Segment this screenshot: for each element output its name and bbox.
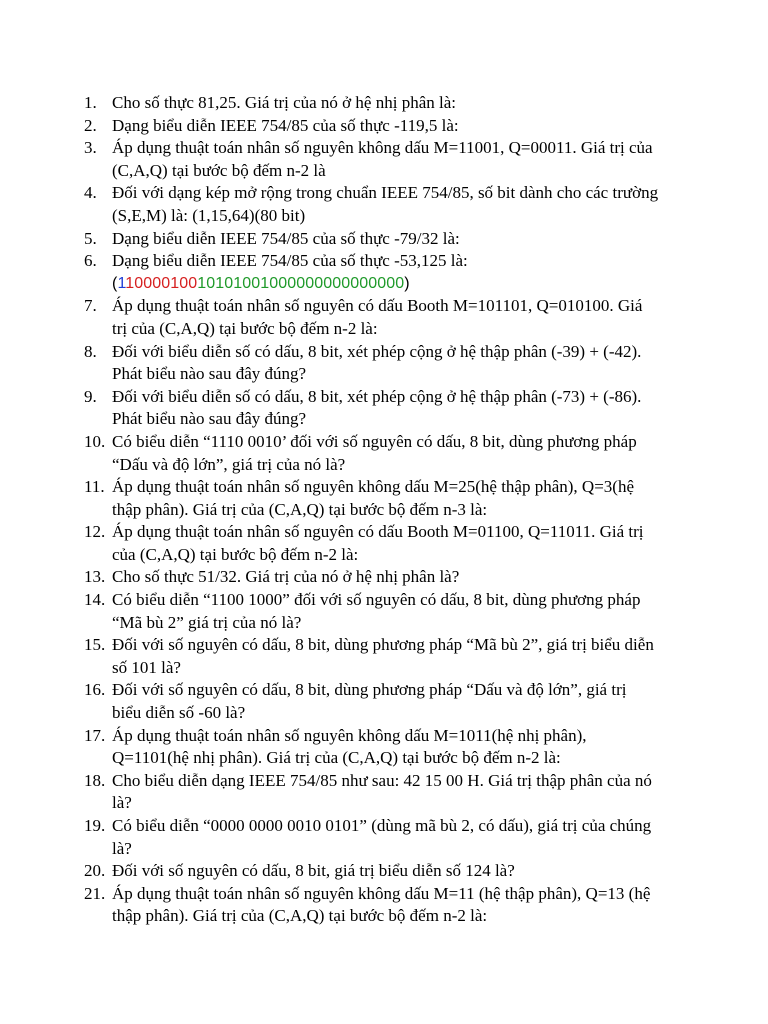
question-text xyxy=(112,295,694,340)
question-number: 1. xyxy=(84,93,97,112)
question-item xyxy=(84,815,694,860)
question-line: Phát biểu nào sau đây đúng? xyxy=(112,364,307,384)
question-line: Cho biểu diễn dạng IEEE 754/85 như sau: 42 15 00 H. Giá trị thập phân của nó xyxy=(112,770,652,790)
ieee-encoding xyxy=(112,273,694,296)
question-number: 20. xyxy=(84,861,106,881)
question-line: Cho số thực 81,25. Giá trị của nó ở hệ nhị phân là: xyxy=(112,93,456,112)
question-item xyxy=(84,341,694,386)
question-item xyxy=(84,228,694,251)
question-item xyxy=(84,634,694,679)
question-item xyxy=(84,431,694,476)
question-item xyxy=(84,295,694,340)
question-text xyxy=(112,770,694,815)
question-text xyxy=(112,566,694,589)
question-line: “Dấu và độ lớn”, giá trị của nó là? xyxy=(112,454,346,474)
question-line: Phát biểu nào sau đây đúng? xyxy=(112,409,307,429)
question-line: Đối với số nguyên có dấu, 8 bit, dùng phương pháp “Dấu và độ lớn”, giá trị xyxy=(112,680,627,700)
question-line: Áp dụng thuật toán nhân số nguyên không dấu M=11 (hệ thập phân), Q=13 (hệ xyxy=(112,883,651,903)
question-number: 13. xyxy=(84,567,106,587)
question-number: 9. xyxy=(84,386,97,406)
question-number: 12. xyxy=(84,522,106,542)
question-text xyxy=(112,815,694,860)
question-item xyxy=(84,115,694,138)
question-text xyxy=(112,725,694,770)
question-number: 6. xyxy=(84,251,97,271)
question-number: 18. xyxy=(84,770,106,790)
question-line: Đối với biểu diễn số có dấu, 8 bit, xét phép cộng ở hệ thập phân (-73) + (-86). xyxy=(112,386,642,406)
question-number: 8. xyxy=(84,341,97,361)
question-number: 2. xyxy=(84,115,97,135)
question-item xyxy=(84,386,694,431)
question-line: (S,E,M) là: (1,15,64)(80 bit) xyxy=(112,205,306,225)
question-line: Có biểu diễn “1100 1000” đối với số nguyên có dấu, 8 bit, dùng phương pháp xyxy=(112,590,641,610)
question-number: 14. xyxy=(84,590,106,610)
question-text xyxy=(112,860,694,883)
question-line: Áp dụng thuật toán nhân số nguyên có dấu Booth M=101101, Q=010100. Giá xyxy=(112,296,643,316)
question-line: là? xyxy=(112,838,132,858)
question-line: Đối với số nguyên có dấu, 8 bit, giá trị biểu diễn số 124 là? xyxy=(112,861,515,881)
question-line: Đối với số nguyên có dấu, 8 bit, dùng phương pháp “Mã bù 2”, giá trị biểu diễn xyxy=(112,635,654,655)
question-line: “Mã bù 2” giá trị của nó là? xyxy=(112,612,302,632)
question-item xyxy=(84,679,694,724)
question-item xyxy=(84,476,694,521)
question-item xyxy=(84,137,694,182)
question-item xyxy=(84,883,694,928)
sign-bit: 1 xyxy=(117,274,126,292)
question-item xyxy=(84,92,694,115)
question-number: 19. xyxy=(84,816,106,835)
question-text xyxy=(112,386,694,431)
question-text xyxy=(112,476,694,521)
question-item xyxy=(84,250,694,295)
question-item xyxy=(84,725,694,770)
question-number: 11. xyxy=(84,477,105,497)
question-text xyxy=(112,137,694,182)
question-line: Có biểu diễn “1110 0010’ đối với số nguyên có dấu, 8 bit, dùng phương pháp xyxy=(112,431,637,451)
mantissa-bits: 10101001000000000000000 xyxy=(197,274,405,292)
question-text xyxy=(112,679,694,724)
exponent-bits: 10000100 xyxy=(125,274,198,292)
question-text xyxy=(112,228,694,251)
question-number: 5. xyxy=(84,228,97,248)
question-text xyxy=(112,521,694,566)
paren-open: ( xyxy=(112,274,118,292)
question-text xyxy=(112,589,694,634)
question-line: thập phân). Giá trị của (C,A,Q) tại bước bộ đếm n-3 là: xyxy=(112,499,488,519)
question-text xyxy=(112,341,694,386)
question-item xyxy=(84,566,694,589)
question-line: Đối với dạng kép mở rộng trong chuẩn IEEE 754/85, số bit dành cho các trường xyxy=(112,183,659,203)
question-text xyxy=(112,92,694,115)
question-line: Đối với biểu diễn số có dấu, 8 bit, xét phép cộng ở hệ thập phân (-39) + (-42). xyxy=(112,341,642,361)
question-line: Cho số thực 51/32. Giá trị của nó ở hệ nhị phân là? xyxy=(112,567,460,587)
question-item xyxy=(84,521,694,566)
question-line: Áp dụng thuật toán nhân số nguyên không dấu M=1011(hệ nhị phân), xyxy=(112,725,587,745)
question-number: 21. xyxy=(84,883,106,903)
question-line: của (C,A,Q) tại bước bộ đếm n-2 là: xyxy=(112,544,359,564)
question-line: Có biểu diễn “0000 0000 0010 0101” (dùng mã bù 2, có dấu), giá trị của chúng xyxy=(112,816,652,835)
question-list xyxy=(84,92,694,928)
question-item xyxy=(84,182,694,227)
question-line: Áp dụng thuật toán nhân số nguyên không dấu M=25(hệ thập phân), Q=3(hệ xyxy=(112,477,634,497)
question-line: Dạng biểu diễn IEEE 754/85 của số thực -53,125 là: xyxy=(112,251,468,271)
question-text xyxy=(112,250,694,295)
question-item xyxy=(84,770,694,815)
question-line: Dạng biểu diễn IEEE 754/85 của số thực -79/32 là: xyxy=(112,228,460,248)
question-text xyxy=(112,182,694,227)
question-line: là? xyxy=(112,793,132,813)
question-line: trị của (C,A,Q) tại bước bộ đếm n-2 là: xyxy=(112,318,378,338)
question-number: 10. xyxy=(84,431,106,451)
question-line: thập phân). Giá trị của (C,A,Q) tại bước bộ đếm n-2 là: xyxy=(112,906,488,926)
question-line: số 101 là? xyxy=(112,657,181,677)
paren-close: ) xyxy=(404,274,410,292)
question-number: 4. xyxy=(84,183,97,203)
question-item xyxy=(84,589,694,634)
question-line: biểu diễn số -60 là? xyxy=(112,703,246,723)
question-text xyxy=(112,634,694,679)
question-number: 15. xyxy=(84,635,106,655)
question-line: (C,A,Q) tại bước bộ đếm n-2 là xyxy=(112,160,326,180)
question-line: Dạng biểu diễn IEEE 754/85 của số thực -119,5 là: xyxy=(112,115,459,135)
question-text xyxy=(112,883,694,928)
question-number: 17. xyxy=(84,725,106,745)
question-line: Q=1101(hệ nhị phân). Giá trị của (C,A,Q) tại bước bộ đếm n-2 là: xyxy=(112,748,561,768)
question-item xyxy=(84,860,694,883)
question-number: 16. xyxy=(84,680,106,700)
question-number: 3. xyxy=(84,138,97,158)
question-line: Áp dụng thuật toán nhân số nguyên không dấu M=11001, Q=00011. Giá trị của xyxy=(112,138,653,158)
question-text xyxy=(112,115,694,138)
question-text xyxy=(112,431,694,476)
question-line: Áp dụng thuật toán nhân số nguyên có dấu Booth M=01100, Q=11011. Giá trị xyxy=(112,522,644,542)
question-number: 7. xyxy=(84,296,97,316)
